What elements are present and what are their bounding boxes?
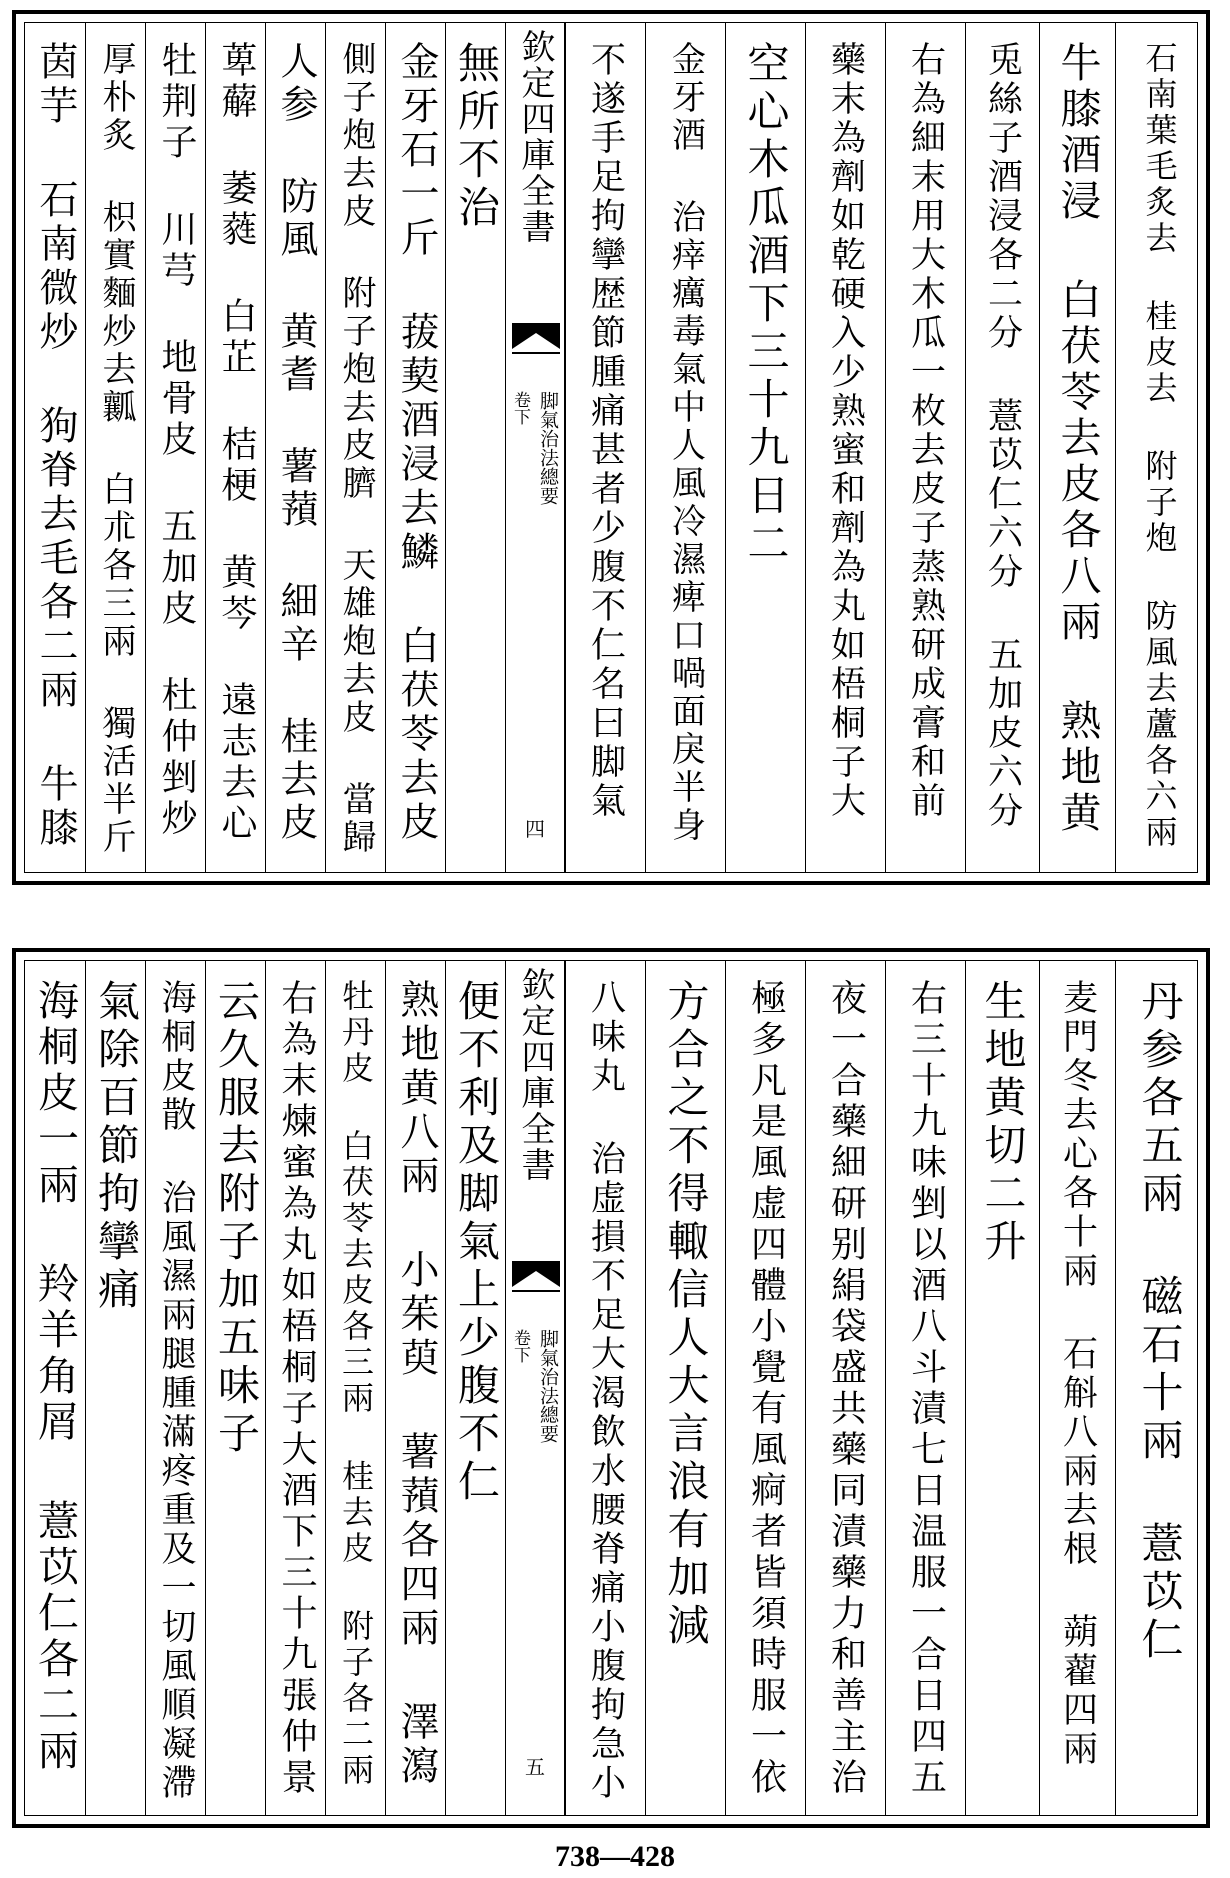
- text-column: [445, 961, 505, 1815]
- text-column: [725, 23, 805, 872]
- text-column: [145, 23, 205, 872]
- fishtail-mark-icon: [512, 323, 560, 375]
- text-column: [1039, 23, 1115, 872]
- page-number: 五: [525, 1755, 545, 1779]
- fishtail-mark-icon: [512, 1261, 560, 1313]
- text-line: 生地黄切二升: [978, 979, 1028, 1267]
- text-line: 茵芋 石南微炒 狗脊去毛各二兩 牛膝: [33, 41, 78, 851]
- text-column: [385, 23, 445, 872]
- text-column: [965, 23, 1039, 872]
- text-line: 方合之不得輙信人大言浪有加減: [661, 979, 711, 1651]
- text-line: 牛膝酒浸 白茯苓去皮各八兩 熟地黄: [1053, 41, 1102, 837]
- text-line: 石南葉毛炙去 桂皮去 附子炮 防風去蘆各六兩: [1140, 41, 1179, 851]
- text-line: 厚朴炙 枳實麵炒去瓤 白朮各三兩 獨活半斤: [96, 41, 136, 857]
- text-line: 氣除百節拘攣痛: [92, 979, 141, 1315]
- text-line: 藥末為劑如乾硬入少熟蜜和劑為丸如梧桐子大: [825, 41, 866, 821]
- text-line: 側子炮去皮 附子炮去皮臍 天雄炮去皮 當歸: [336, 41, 376, 857]
- text-column: [205, 961, 265, 1815]
- text-column: [805, 961, 885, 1815]
- text-line: 人参 防風 黄耆 薯蕷 細辛 桂去皮: [274, 41, 318, 845]
- text-column: [565, 23, 645, 872]
- text-line: 右為末煉蜜為丸如梧桐子大酒下三十九張仲景: [276, 979, 317, 1799]
- text-column: [1115, 961, 1203, 1815]
- volume-label: 卷下: [510, 1329, 530, 1363]
- text-column: [645, 23, 725, 872]
- text-column: [1115, 23, 1203, 872]
- top-page: [12, 10, 1210, 885]
- text-line: 夜一合藥細研别絹袋盛共藥同漬藥力和善主治: [825, 979, 867, 1799]
- text-line: 牡丹皮 白茯苓去皮各三兩 桂去皮 附子各二兩: [337, 979, 375, 1789]
- text-column: [385, 961, 445, 1815]
- text-column: [145, 961, 205, 1815]
- text-line: 便不利及脚氣上少腹不仁: [452, 979, 501, 1507]
- text-line: 熟地黄八兩 小茱萸 薯蕷各四兩 澤瀉: [394, 979, 439, 1789]
- bottom-page-frame: [24, 960, 1198, 1816]
- text-column: [645, 961, 725, 1815]
- section-title: 脚氣治法總要: [537, 1329, 559, 1443]
- text-line: 空心木瓜酒下三十九日二: [741, 41, 791, 569]
- text-line: 丹参各五兩 磁石十兩 薏苡仁: [1135, 979, 1185, 1665]
- header-title: 欽定四庫全書: [515, 967, 555, 1183]
- center-fold: [505, 961, 565, 1815]
- text-line: 海桐皮散 治風濕兩腿腫滿疼重及一切風順凝滯: [156, 979, 196, 1803]
- text-line: 右為細末用大木瓜一枚去皮子蒸熟研成膏和前: [905, 41, 946, 821]
- page-number: 四: [525, 817, 545, 841]
- text-line: 牡荆子 川芎 地骨皮 五加皮 杜仲剉炒: [156, 41, 197, 840]
- center-fold: [505, 23, 565, 872]
- text-line: 海桐皮一兩 羚羊角屑 薏苡仁各二兩: [31, 979, 79, 1775]
- text-line: 極多凡是風虚四體小覺有風痾者皆須時服一依: [745, 979, 787, 1799]
- header-title: 欽定四庫全書: [515, 29, 555, 245]
- text-column: [445, 23, 505, 872]
- top-page-frame: [24, 22, 1198, 873]
- text-line: 八味丸 治虚損不足大渴飲水腰脊痛小腹拘急小: [585, 979, 626, 1803]
- text-line: 云久服去附子加五味子: [212, 979, 261, 1459]
- text-line: 右三十九味剉以酒八斗漬七日温服一合日四五: [905, 979, 947, 1799]
- text-column: [725, 961, 805, 1815]
- text-column: [325, 961, 385, 1815]
- text-column: [265, 23, 325, 872]
- text-column: [85, 23, 145, 872]
- text-column: [805, 23, 885, 872]
- volume-label: 卷下: [510, 391, 530, 425]
- text-line: 金牙酒 治㾕癘毒氣中人風冷濕痺口喎面戾半身: [665, 41, 706, 845]
- text-column: [1039, 961, 1115, 1815]
- text-line: 麦門冬去心各十兩 石斛八兩去根 蒴藋四兩: [1057, 979, 1098, 1769]
- text-line: 無所不治: [452, 41, 501, 233]
- text-column: [965, 961, 1039, 1815]
- text-column: [885, 961, 965, 1815]
- text-line: 金牙石一斤 菝葜酒浸去鱗 白茯苓去皮: [394, 41, 439, 845]
- page-footer-number: 738—428: [555, 1840, 675, 1873]
- text-column: [885, 23, 965, 872]
- text-line: 兎絲子酒浸各二分 薏苡仁六分 五加皮六分: [982, 41, 1023, 831]
- text-column: [265, 961, 325, 1815]
- bottom-page: [12, 948, 1210, 1828]
- text-column: [25, 961, 85, 1815]
- text-line: 萆薢 萎蕤 白芷 桔梗 黄芩 遠志去心: [216, 41, 257, 845]
- text-column: [25, 23, 85, 872]
- section-title: 脚氣治法總要: [537, 391, 559, 505]
- text-column: [85, 961, 145, 1815]
- text-column: [205, 23, 265, 872]
- text-column: [565, 961, 645, 1815]
- text-column: [325, 23, 385, 872]
- text-line: 不遂手足拘攣歴節腫痛甚者少腹不仁名曰脚氣: [585, 41, 626, 821]
